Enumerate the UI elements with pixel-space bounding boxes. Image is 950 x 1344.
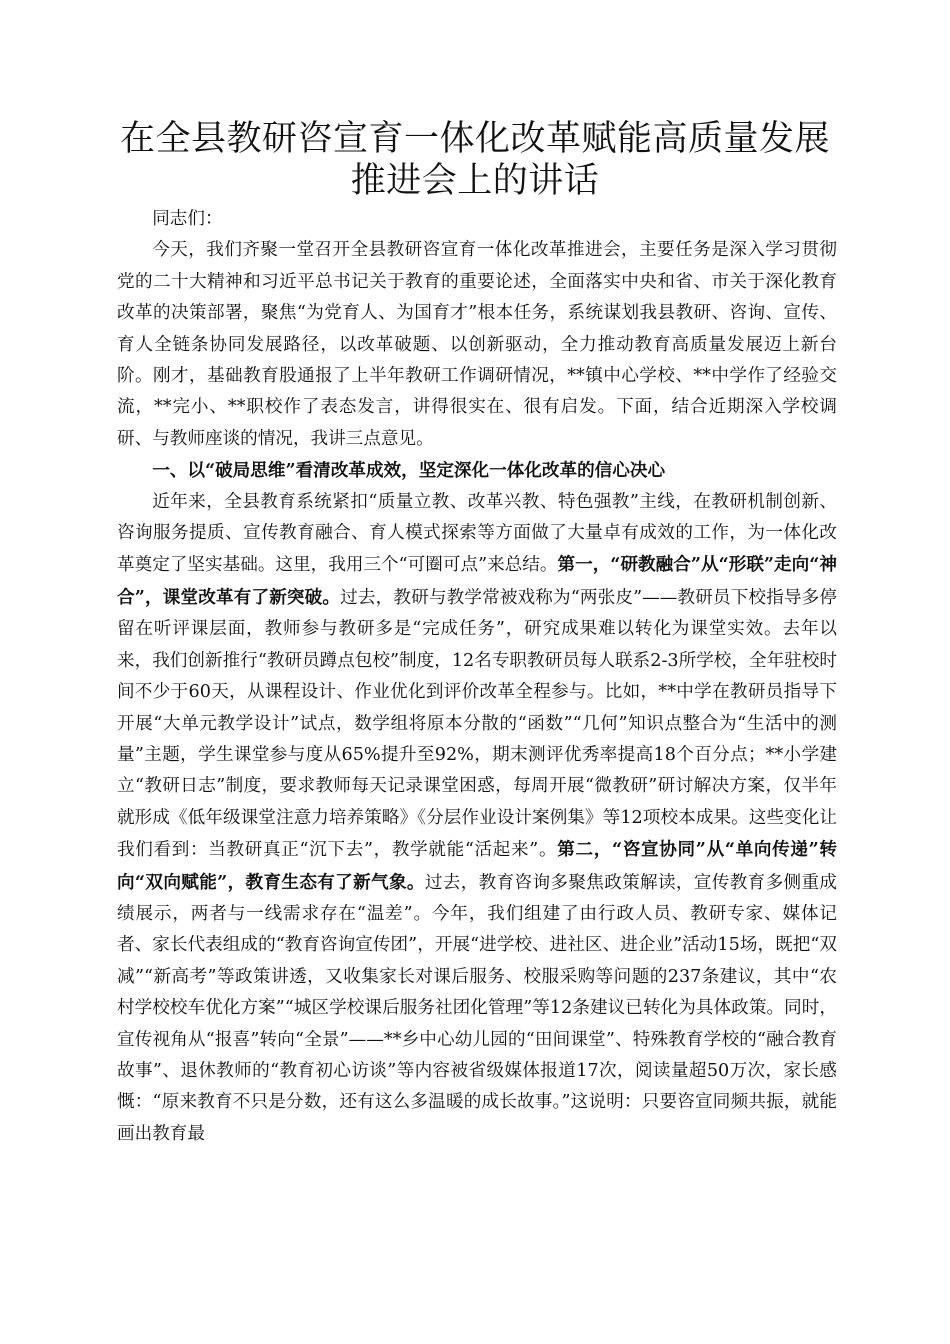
- point-2-heading: 第二，“咨宣协同”从“单向传递”转向“双向赋能”，教育生态有了新气象。: [117, 839, 838, 893]
- paragraph-achievements: [117, 487, 837, 1151]
- point-1-heading: 第一，“研教融合”从“形联”走向“神合”，课堂改革有了新突破。: [117, 554, 837, 608]
- document-title-line-1: 在全县教研咨宣育一体化改革赋能高质量发展: [119, 119, 830, 159]
- paragraph-intro-text: 近年来，全县教育系统紧扣“质量立教、改革兴教、特色强教”主线，在教研机制创新、咨询服务提质、宣传教育融合、育人模式探索等方面做了大量卓有成效的工作，为一体化改革奠定了坚实基础。这里，我用三个“可圈可点”来总结。: [117, 491, 837, 576]
- point-1-text: 过去，教研与教学常被戏称为“两张皮”——教研员下校指导多停留在听评课层面，教师参与教研多是“完成任务”，研究成果难以转化为课堂实效。去年以来，我们创新推行“教研员蹲点包校”制度，12名专职教研员每人联系2-3所学校，全年驻校时间不少于60天，从课程设计、作业优化到评价改革全程参与。比如，**中学在教研员指导下开展“大单元教学设计”试点，数学组将原本分散的“函数”“几何”知识点整合为“生活中的测量”主题，学生课堂参与度从65%提升至92%，期末测评优秀率提高18个百分点；**小学建立“教研日志”制度，要求教师每天记录课堂困惑，每周开展“微教研”研讨解决方案，仅半年就形成《低年级课堂注意力培养策略》《分层作业设计案例集》等12项校本成果。这些变化让我们看到：当教研真正“沉下去”，教学就能“活起来”。: [117, 587, 837, 861]
- salutation: 同志们：: [152, 209, 223, 229]
- section-heading-1: 一、以“破局思维”看清改革成效，坚定深化一体化改革的信心决心: [152, 460, 666, 482]
- point-2-text: 过去，教育咨询多聚焦政策解读，宣传教育多侧重成绩展示，两者与一线需求存在“温差”。今年，我们组建了由行政人员、教研专家、媒体记者、家长代表组成的“教育咨询宣传团”，开展“进学校、进社区、进企业”活动15场，既把“双减”“新高考”等政策讲透，又收集家长对课后服务、校服采购等问题的237条建议，其中“农村学校校车优化方案”“城区学校课后服务社团化管理”等12条建议已转化为具体政策。同时，宣传视角从“报喜”转向“全景”——**乡中心幼儿园的“田间课堂”、特殊教育学校的“融合教育故事”、退休教师的“教育初心访谈”等内容被省级媒体报道17次，阅读量超50万次，家长感慨：“原来教育不只是分数，还有这么多温暖的成长故事。”这说明：只要咨宣同频共振，就能画出教育最: [117, 872, 837, 1144]
- document-title-line-2: 推进会上的讲话: [350, 161, 600, 201]
- paragraph-opening: 今天，我们齐聚一堂召开全县教研咨宣育一体化改革推进会，主要任务是深入学习贯彻党的二十大精神和习近平总书记关于教育的重要论述，全面落实中央和省、市关于深化教育改革的决策部署，聚焦“为党育人、为国育才”根本任务，系统谋划我县教研、咨询、宣传、育人全链条协同发展路径，以改革破题、以创新驱动，全力推动教育高质量发展迈上新台阶。刚才，基础教育股通报了上半年教研工作调研情况，**镇中心学校、**中学作了经验交流，**完小、**职校作了表态发言，讲得很实在、很有启发。下面，结合近期深入学校调研、与教师座谈的情况，我讲三点意见。: [117, 240, 837, 449]
- document-body: [117, 204, 837, 1150]
